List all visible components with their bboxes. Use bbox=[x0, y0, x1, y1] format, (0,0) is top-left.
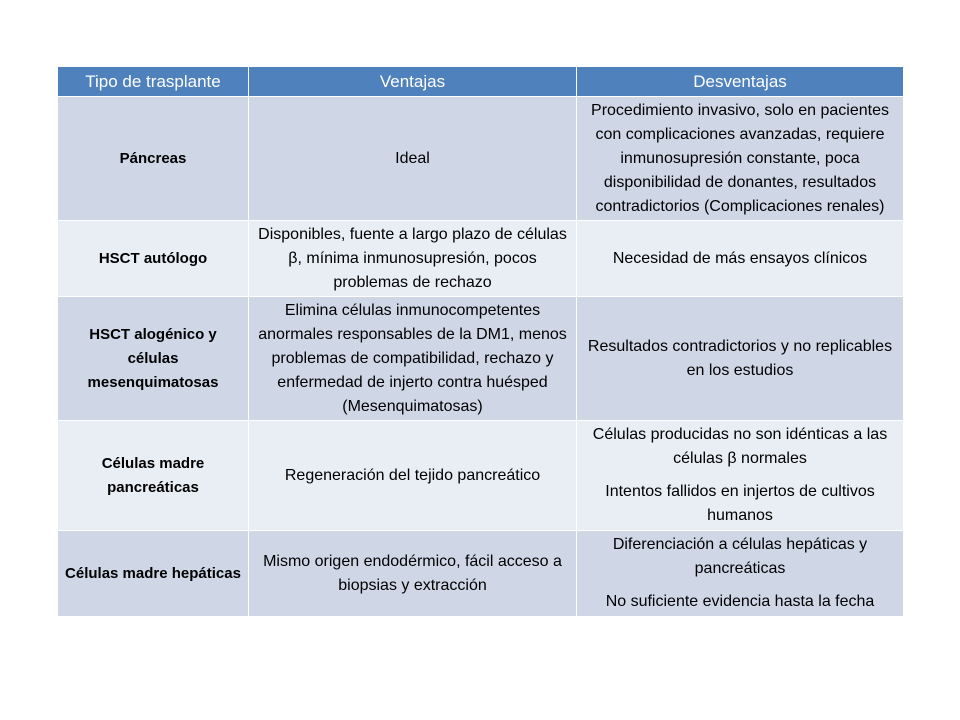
advantage-text: Elimina células inmunocompetentes anormales responsables de la DM1, menos problemas de compatibilidad, rechazo y enfermedad de injerto contra huésped (Mesenquimatosas) bbox=[258, 301, 567, 415]
disadvantages-cell bbox=[577, 97, 904, 221]
table-row-pancreas bbox=[58, 97, 904, 221]
row-type-cell: HSCT alogénico y células mesenquimatosas bbox=[58, 297, 249, 421]
row-type-cell: Páncreas bbox=[58, 97, 249, 221]
table-row-celulas-pancreaticas bbox=[58, 421, 904, 531]
disadvantage-text: Células producidas no son idénticas a las células β normales bbox=[592, 426, 888, 467]
advantage-text: Disponibles, fuente a largo plazo de células β, mínima inmunosupresión, pocos problemas de rechazo bbox=[258, 225, 567, 291]
header-advantages: Ventajas bbox=[249, 67, 577, 97]
header-disadvantages: Desventajas bbox=[577, 67, 904, 97]
row-type-cell: Células madre hepáticas bbox=[58, 531, 249, 617]
advantage-text: Regeneración del tejido pancreático bbox=[284, 466, 541, 484]
table-row-hsct-autologo bbox=[58, 221, 904, 297]
header-row bbox=[58, 67, 904, 97]
advantage-text: Mismo origen endodérmico, fácil acceso a biopsias y extracción bbox=[263, 552, 562, 594]
table-row-hsct-alogenico bbox=[58, 297, 904, 421]
disadvantages-cell bbox=[577, 531, 904, 617]
row-type-cell: HSCT autólogo bbox=[58, 221, 249, 297]
header-type: Tipo de trasplante bbox=[58, 67, 249, 97]
row-type-cell: Células madre pancreáticas bbox=[58, 421, 249, 531]
table-row-celulas-hepaticas bbox=[58, 531, 904, 617]
disadvantage-text: Diferenciación a células hepáticas y pancreáticas bbox=[612, 536, 868, 577]
disadvantage-text: Resultados contradictorios y no replicables en los estudios bbox=[587, 337, 893, 379]
disadvantages-cell bbox=[577, 221, 904, 297]
disadvantages-cell bbox=[577, 297, 904, 421]
advantages-cell bbox=[249, 97, 577, 221]
disadvantage-text: No suficiente evidencia hasta la fecha bbox=[605, 593, 875, 610]
disadvantage-text: Procedimiento invasivo, solo en pacientes con complicaciones avanzadas, requiere inmunosupresión constante, poca disponibilidad de donantes, resultados contradictorios (Complicaciones renales) bbox=[591, 101, 889, 215]
advantages-cell bbox=[249, 297, 577, 421]
advantages-cell bbox=[249, 531, 577, 617]
disadvantage-text: Intentos fallidos en injertos de cultivos humanos bbox=[605, 483, 875, 524]
disadvantages-cell bbox=[577, 421, 904, 531]
advantages-cell bbox=[249, 221, 577, 297]
transplant-comparison-table bbox=[57, 66, 904, 617]
advantages-cell bbox=[249, 421, 577, 531]
disadvantage-text: Necesidad de más ensayos clínicos bbox=[612, 249, 868, 267]
advantage-text: Ideal bbox=[395, 149, 430, 167]
